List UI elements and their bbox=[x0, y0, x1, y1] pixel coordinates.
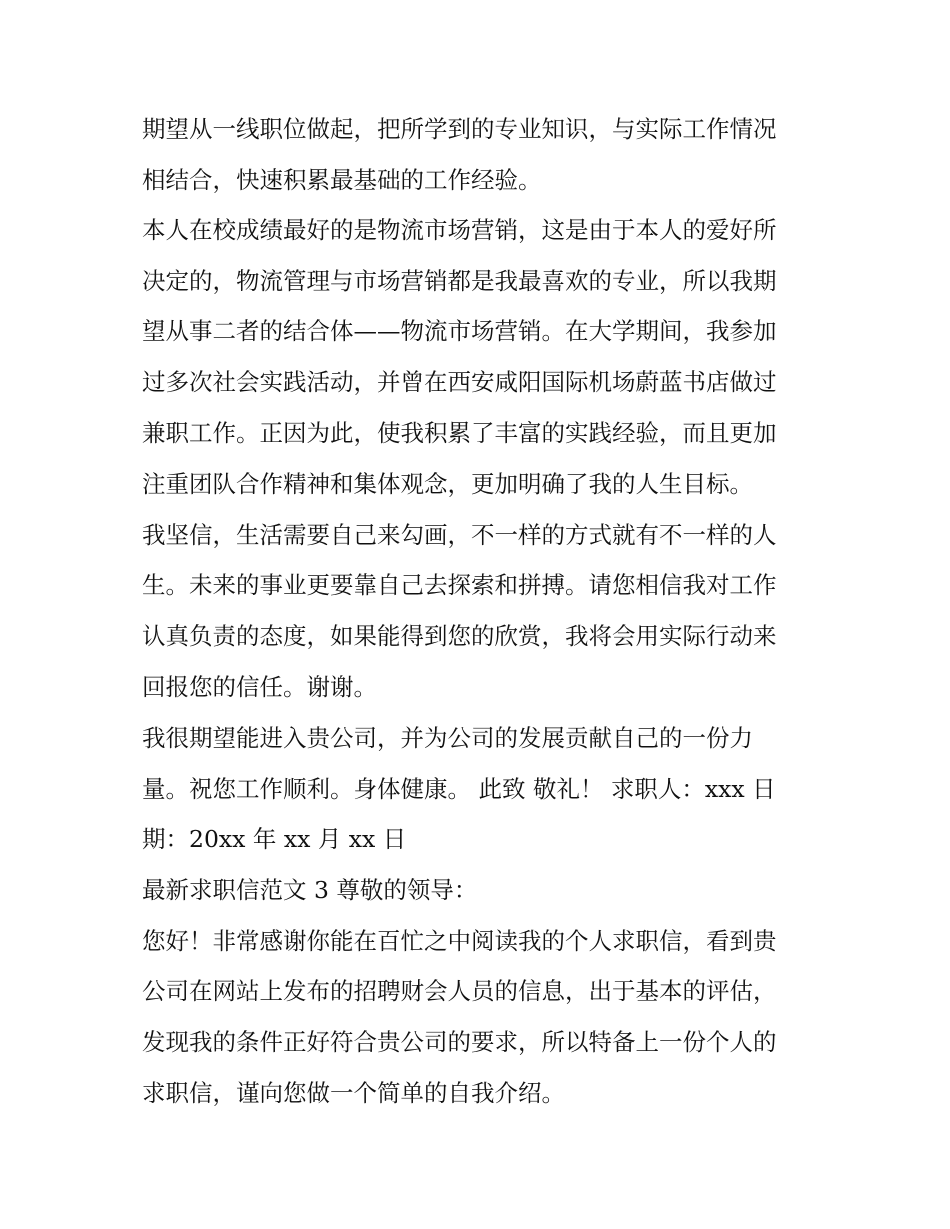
text-line: 求职信，谨向您做一个简单的自我介绍。 bbox=[142, 1079, 565, 1107]
text-line: 我坚信，生活需要自己来勾画，不一样的方式就有不一样的人 bbox=[142, 521, 777, 549]
text-line: 期望从一线职位做起，把所学到的专业知识，与实际工作情况 bbox=[142, 115, 777, 143]
text-line: 生。未来的事业更要靠自己去探索和拼搏。请您相信我对工作 bbox=[142, 571, 777, 599]
text-line: 本人在校成绩最好的是物流市场营销，这是由于本人的爱好所 bbox=[142, 216, 777, 244]
text-line: 兼职工作。正因为此，使我积累了丰富的实践经验，而且更加 bbox=[142, 419, 777, 447]
text-line: 您好！非常感谢你能在百忙之中阅读我的个人求职信，看到贵 bbox=[142, 927, 777, 955]
text-line: 回报您的信任。谢谢。 bbox=[142, 673, 377, 701]
text-line: 相结合，快速积累最基础的工作经验。 bbox=[142, 166, 542, 194]
text-line: 最新求职信范文 3 尊敬的领导： bbox=[142, 876, 478, 904]
text-line: 公司在网站上发布的招聘财会人员的信息，出于基本的评估， bbox=[142, 977, 777, 1005]
text-line: 望从事二者的结合体——物流市场营销。在大学期间，我参加 bbox=[142, 317, 777, 345]
text-line: 认真负责的态度，如果能得到您的欣赏，我将会用实际行动来 bbox=[142, 622, 777, 650]
text-line: 注重团队合作精神和集体观念，更加明确了我的人生目标。 bbox=[142, 470, 753, 498]
text-line: 期：20xx 年 xx 月 xx 日 bbox=[142, 825, 407, 853]
text-line: 决定的，物流管理与市场营销都是我最喜欢的专业，所以我期 bbox=[142, 267, 777, 295]
text-line: 量。祝您工作顺利。身体健康。 此致 敬礼！ 求职人：xxx 日 bbox=[142, 775, 776, 803]
text-line: 过多次社会实践活动，并曾在西安咸阳国际机场蔚蓝书店做过 bbox=[142, 368, 777, 396]
text-line: 我很期望能进入贵公司，并为公司的发展贡献自己的一份力 bbox=[142, 724, 753, 752]
text-line: 发现我的条件正好符合贵公司的要求，所以特备上一份个人的 bbox=[142, 1028, 777, 1056]
